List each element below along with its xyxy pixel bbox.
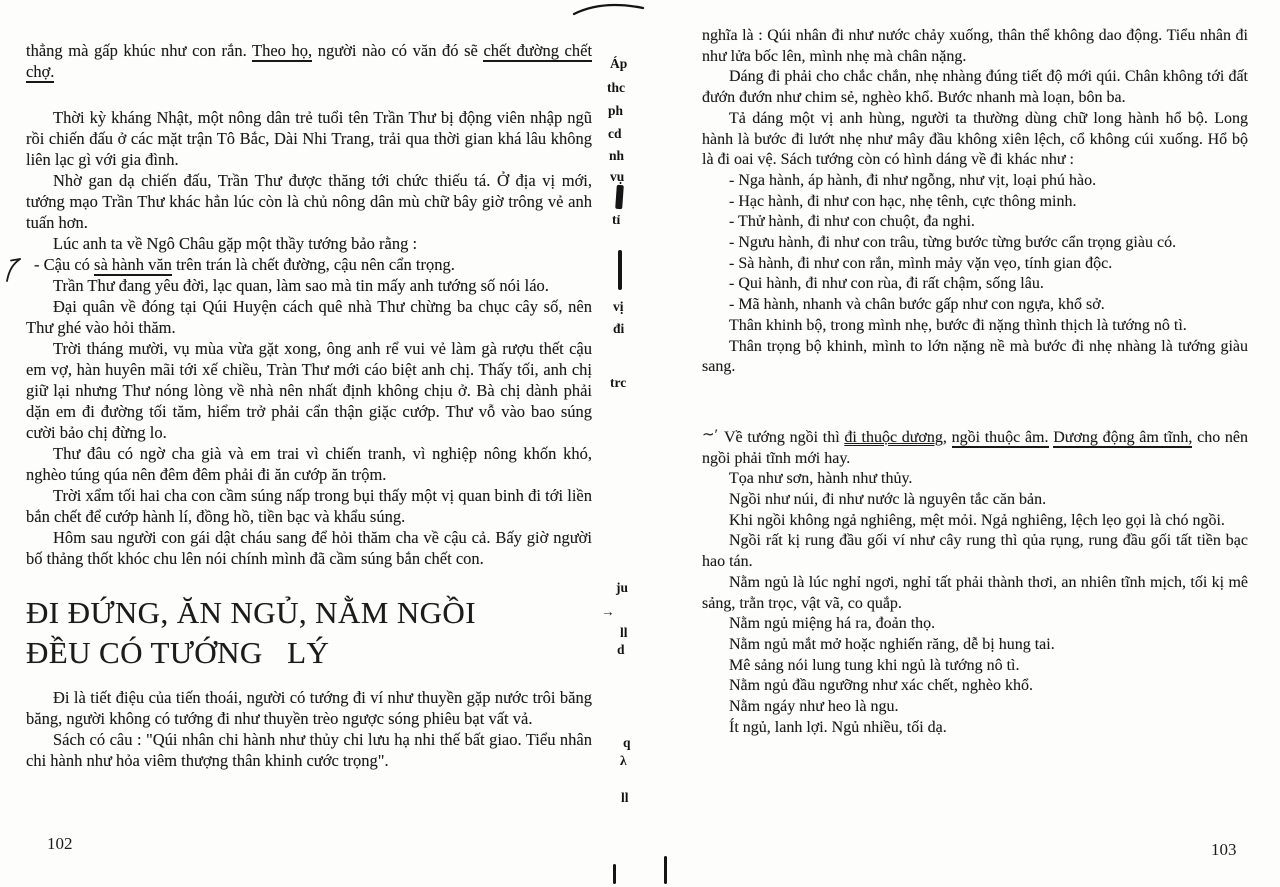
- paragraph: Thân khinh bộ, trong mình nhẹ, bước đi nặng thình thịch là tướng nô tì.: [729, 316, 1187, 334]
- right-page: [702, 26, 1248, 739]
- list-item: Mê sảng nói lung tung khi ngủ là tướng nô tì.: [729, 656, 1020, 674]
- underlined-text: Theo họ,: [252, 41, 313, 60]
- paragraph: Đi là tiết điệu của tiến thoái, người có tướng đi ví như thuyền gặp nước trôi băng băng, người không có tướng đi như thuyền trèo ngược sóng phiêu bạt vất vả.: [26, 688, 592, 728]
- paragraph: Thân trọng bộ khinh, mình to lớn nặng nề mà bước đi nhẹ nhàng là tướng giàu sang.: [702, 337, 1248, 376]
- gutter-text-fragment: ju: [616, 580, 629, 595]
- text-run: ,: [942, 428, 952, 446]
- gutter-text-fragment: cd: [608, 126, 622, 141]
- list-item: - Hạc hành, đi như con hạc, nhẹ tênh, cực thông minh.: [729, 192, 1077, 210]
- gutter-text-fragment: d: [617, 642, 625, 657]
- paragraph: Hôm sau người con gái dật cháu sang để hỏi thăm cha về cậu cả. Bấy giờ người bố thảng thốt khóc chu lên nói chính mình đã cầm súng bắn chết con.: [26, 528, 592, 568]
- margin-squiggle-mark: ∼ʹ: [702, 426, 718, 443]
- list-item: Tọa như sơn, hành như thủy.: [729, 470, 913, 488]
- gutter-text-fragment: ll: [620, 625, 628, 640]
- list-item: Nằm ngáy như heo là ngu.: [729, 698, 899, 716]
- spine-ink-bar: [618, 250, 622, 290]
- section-heading: [26, 593, 592, 673]
- double-underlined-text: đi thuộc dương: [844, 428, 943, 446]
- text-run: thẳng mà gấp khúc như con rắn.: [26, 41, 252, 60]
- gutter-arrow-mark: →: [601, 604, 615, 619]
- paragraph: Lúc anh ta về Ngô Châu gặp một thầy tướng bảo rằng :: [53, 234, 418, 253]
- gutter-text-fragment: vị: [613, 299, 624, 314]
- paragraph: Sách có câu : "Qúi nhân chi hành như thủy chi lưu hạ nhi thế bất giao. Tiểu nhân chi hành như hỏa viêm thượng thân khinh cước trọng".: [26, 730, 592, 770]
- gutter-text-fragment: ll: [621, 790, 629, 805]
- list-item: - Ngưu hành, đi như con trâu, từng bước từng bước cẩn trọng giàu có.: [729, 234, 1177, 252]
- paragraph: Thư đâu có ngờ cha già và em trai vì chiến tranh, vì nghiệp nông khốn khó, nghèo túng qúa nên đêm đêm phải đi ăn cướp ăn trộm.: [26, 444, 592, 484]
- paragraph: Thời kỳ kháng Nhật, một nông dân trẻ tuổi tên Trần Thư bị động viên nhập ngũ rồi chiến đấu ở các mặt trận Tô Bắc, Dài Nhi Trang, trải qua thời gian khá lâu không liên lạc gì với gia đình.: [26, 108, 592, 169]
- paragraph: Nhờ gan dạ chiến đấu, Trần Thư được thăng tới chức thiếu tá. Ở địa vị mới, tướng mạo Trần Thư khác hẳn lúc còn là chủ nông dân mù chữ bây giờ trông vẻ anh tuấn hơn.: [26, 171, 592, 232]
- paragraph: [26, 40, 592, 82]
- gutter-text-fragment: đi: [613, 321, 625, 336]
- gutter-text-fragment: q: [623, 735, 631, 750]
- list-item: - Thử hành, đi như con chuột, đa nghi.: [729, 213, 975, 231]
- list-item: Khi ngồi không ngả nghiêng, mệt mỏi. Ngả nghiêng, lệch lẹo gọi là chó ngồi.: [729, 511, 1225, 529]
- paragraph: [702, 428, 1248, 469]
- heading-line: ĐỀU CÓ TƯỚNG LÝ: [26, 635, 330, 670]
- paragraph: nghĩa là : Qúi nhân đi như nước chảy xuống, thân thể không dao động. Tiểu nhân đi như lửa bốc lên, mình nhẹ mà chân nặng.: [702, 27, 1248, 65]
- underlined-text: ngồi thuộc âm.: [951, 428, 1049, 446]
- gutter-text-fragment: trc: [610, 375, 627, 390]
- list-item: - Qui hành, đi như con rùa, đi rất chậm, sống lâu.: [729, 275, 1044, 293]
- gutter-text-fragment: nh: [609, 148, 625, 163]
- list-item: - Nga hành, áp hành, đi như ngỗng, như vịt, loại phú hào.: [729, 171, 1097, 189]
- text-run: Về tướng ngồi thì: [724, 428, 845, 446]
- gutter-text-fragment: ph: [608, 103, 624, 118]
- dialogue-paragraph: [26, 254, 592, 275]
- paragraph: Dáng đi phải cho chắc chắn, nhẹ nhàng đúng tiết độ mới qúi. Chân không tới đất đướn đướn như chim sẻ, nghèo khổ. Bước nhanh mà loạn, bôn ba.: [702, 68, 1248, 107]
- margin-annotation-icon: [4, 256, 24, 284]
- underlined-text: sà hành văn: [94, 255, 172, 274]
- gutter-text-fragment: Áp: [610, 56, 628, 71]
- left-page: [26, 40, 592, 771]
- list-item: Nằm ngủ đầu ngưỡng như xác chết, nghèo khổ.: [729, 677, 1033, 695]
- list-item: Ít ngủ, lanh lợi. Ngủ nhiều, tối dạ.: [729, 718, 947, 736]
- paragraph: Trời tháng mười, vụ mùa vừa gặt xong, ông anh rể vui vẻ làm gà rượu thết cậu em vợ, hàn huyên mãi tới xế chiều, Tràn Thư mới cáo biệt anh chị. Thấy tối, anh chị giữ lại nhưng Thư nóng lòng về nhà nên nhất định không chịu ở. Bà chị dành phải dặn em đi đường tối tăm, hiểm trở phải cẩn thận giặc cướp. Thư vỗ vào bao súng cười bảo chị đừng lo.: [26, 339, 592, 442]
- underlined-text: Dương động âm tĩnh,: [1053, 428, 1193, 446]
- paragraph: Tả dáng một vị anh hùng, người ta thường dùng chữ long hành hổ bộ. Long hành là bước đi lướt nhẹ như mây đầu không xiên lệch, cổ không cúi xuống. Hổ bộ là đi oai vệ. Sách tướng còn có hình dáng về đi khác như :: [702, 109, 1248, 169]
- page-number-right: 103: [1211, 840, 1237, 859]
- spine-ink-bar: [613, 864, 616, 884]
- paragraph: Trời xẩm tối hai cha con cầm súng nấp trong bụi thấy một vị quan binh đi tới liền bắn chết để cướp hành lí, đồng hồ, tiền bạc và khẩu súng.: [26, 486, 592, 526]
- list-item: Nằm ngủ miệng há ra, đoản thọ.: [729, 615, 936, 633]
- text-run: người nào có văn đó sẽ: [312, 41, 484, 60]
- list-item: - Sà hành, đi như con rắn, mình mảy vặn vẹo, tính gian độc.: [729, 254, 1113, 272]
- text-run: cho nên ngồi phải tĩnh mới hay.: [702, 428, 1249, 467]
- heading-line: ĐI ĐỨNG, ĂN NGỦ, NẰM NGỒI: [26, 595, 476, 630]
- text-run: trên trán là chết đường, cậu nên cẩn trọng.: [171, 255, 455, 274]
- page-curl-mark: [572, 1, 646, 17]
- gutter-text-fragment: vụ: [610, 169, 625, 184]
- gutter-text-fragment: λ: [620, 753, 627, 768]
- underlined-text: chết đường chết chợ.: [26, 41, 593, 81]
- list-item: Ngồi như núi, đi như nước là nguyên tắc căn bản.: [729, 491, 1047, 509]
- list-item: Ngồi rất kị rung đầu gối ví như cây rung thì qủa rụng, rung đầu gối tất tiền bạc hao tán.: [702, 532, 1248, 571]
- list-item: - Mã hành, nhanh và chân bước gấp như con ngựa, khổ sở.: [729, 296, 1105, 314]
- gutter-text-fragment: tỉ: [612, 212, 621, 227]
- gutter-text-fragment: thc: [607, 80, 625, 95]
- list-item: Nằm ngủ là lúc nghỉ ngơi, nghỉ tất phải thành thơi, an nhiên tĩnh mịch, tối kị mê sảng, trằn trọc, vật vã, co quắp.: [702, 573, 1248, 612]
- spine-ink-bar: [664, 856, 667, 884]
- paragraph: Đại quân về đóng tại Qúi Huyện cách quê nhà Thư chừng ba chục cây số, nên Thư ghé vào hỏi thăm.: [26, 297, 592, 337]
- text-run: - Cậu có: [34, 255, 95, 274]
- paragraph: Trần Thư đang yêu đời, lạc quan, làm sao mà tin mấy anh tướng số nói láo.: [53, 276, 549, 295]
- spine-ink-blob: [615, 185, 624, 209]
- list-item: Nằm ngủ mắt mở hoặc nghiến răng, dễ bị hung tai.: [729, 635, 1055, 653]
- page-number-left: 102: [47, 834, 73, 853]
